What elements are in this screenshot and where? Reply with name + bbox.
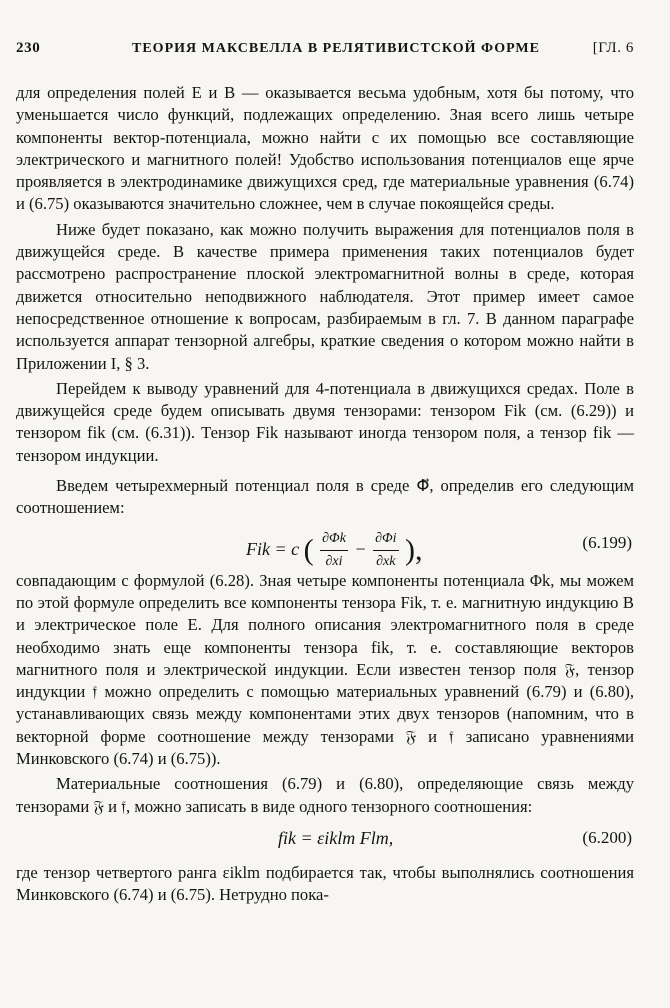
fraction-2: [373, 528, 398, 574]
paragraph-3: Перейдем к выводу уравнений для 4-потенциала в движущихся средах. Поле в движущейся среде будем описывать двумя тензорами: тензором Fik (см. (6.29)) и тензором fik (см. (6.31)). Тензор Fik называют иногда тензором поля, а тензор fik — тензором индукции.: [16, 378, 634, 465]
paragraph-5: совпадающим с формулой (6.28). Зная четыре компоненты потенциала Φk, мы можем по этой формуле определить все компоненты тензора Fik, т. е. магнитную индукцию B и электрическое поле E. Для полного описания электромагнитного поля в среде необходимо знать еще компоненты тензора fik, т. е. составляющие векторов магнитного поля и электрической индукции. Если известен тензор поля 𝔉, тензор индукции 𝔣 можно определить с помощью материальных уравнений (6.79) и (6.80), устанавливающих связь между компонентами этих двух тензоров (напомним, что в векторной форме соотношение между тензорами 𝔉 и 𝔣 записано уравнениями Минковского (6.74) и (6.75)).: [16, 570, 634, 769]
fraction-2-numerator: ∂Φi: [373, 528, 398, 551]
chapter-label: [ГЛ. 6: [592, 40, 634, 56]
fraction-1-denominator: ∂xi: [325, 553, 343, 569]
equation-lhs: Fik = c: [246, 538, 300, 559]
right-paren: ),: [405, 533, 423, 567]
equation-number-6-200: (6.200): [582, 827, 632, 847]
paragraph-4: Введем четырехмерный потенциал поля в среде Φ⃗, определив его следующим соотношением:: [16, 476, 634, 518]
paragraph-1: для определения полей E и B — оказывается весьма удобным, хотя бы потому, что уменьшается число функций, подлежащих определению. Зная всего лишь четыре компоненты вектор-потенциала, можно найти с их помощью все составляющие электрического и магнитного полей! Удобство использования потенциалов еще ярче проявляется в электродинамике движущихся сред, где материальные уравнения (6.74) и (6.75) оказываются значительно сложнее, чем в случае покоящейся среды.: [16, 83, 634, 214]
fraction-1-numerator: ∂Φk: [320, 528, 348, 551]
paragraph-6: Материальные соотношения (6.79) и (6.80), определяющие связь между тензорами 𝔉 и 𝔣, можно записать в виде одного тензорного соотношения:: [16, 774, 634, 816]
running-header: [16, 10, 634, 54]
equation-6-199-formula: [246, 528, 423, 574]
page-body: [16, 82, 634, 907]
page-number: 230: [16, 40, 41, 56]
running-title: ТЕОРИЯ МАКСВЕЛЛА В РЕЛЯТИВИСТСКОЙ ФОРМЕ: [132, 41, 540, 56]
paragraph-2: Ниже будет показано, как можно получить выражения для потенциалов поля в движущейся среде. В качестве примера применения таких потенциалов будет рассмотрено распространение плоской электромагнитной волны в среде, которая движется относительно неподвижного наблюдателя. Этот пример имеет самое непосредственное отношение к вопросам, разбираемым в гл. 7. В данном параграфе используется аппарат тензорной алгебры, краткие сведения о котором можно найти в Приложении I, § 3.: [16, 219, 634, 373]
equation-6-200-formula: fik = εiklm Flm,: [278, 827, 394, 848]
equation-number-6-199: (6.199): [582, 532, 632, 552]
minus-sign: −: [354, 538, 367, 559]
fraction-1: [320, 528, 348, 574]
paragraph-7: где тензор четвертого ранга εiklm подбирается так, чтобы выполнялись соотношения Минковского (6.74) и (6.75). Нетрудно пока-: [16, 862, 634, 905]
equation-6-200: [16, 818, 634, 862]
left-paren: (: [303, 533, 314, 567]
equation-6-199: [16, 520, 634, 570]
fraction-2-denominator: ∂xk: [376, 553, 396, 569]
